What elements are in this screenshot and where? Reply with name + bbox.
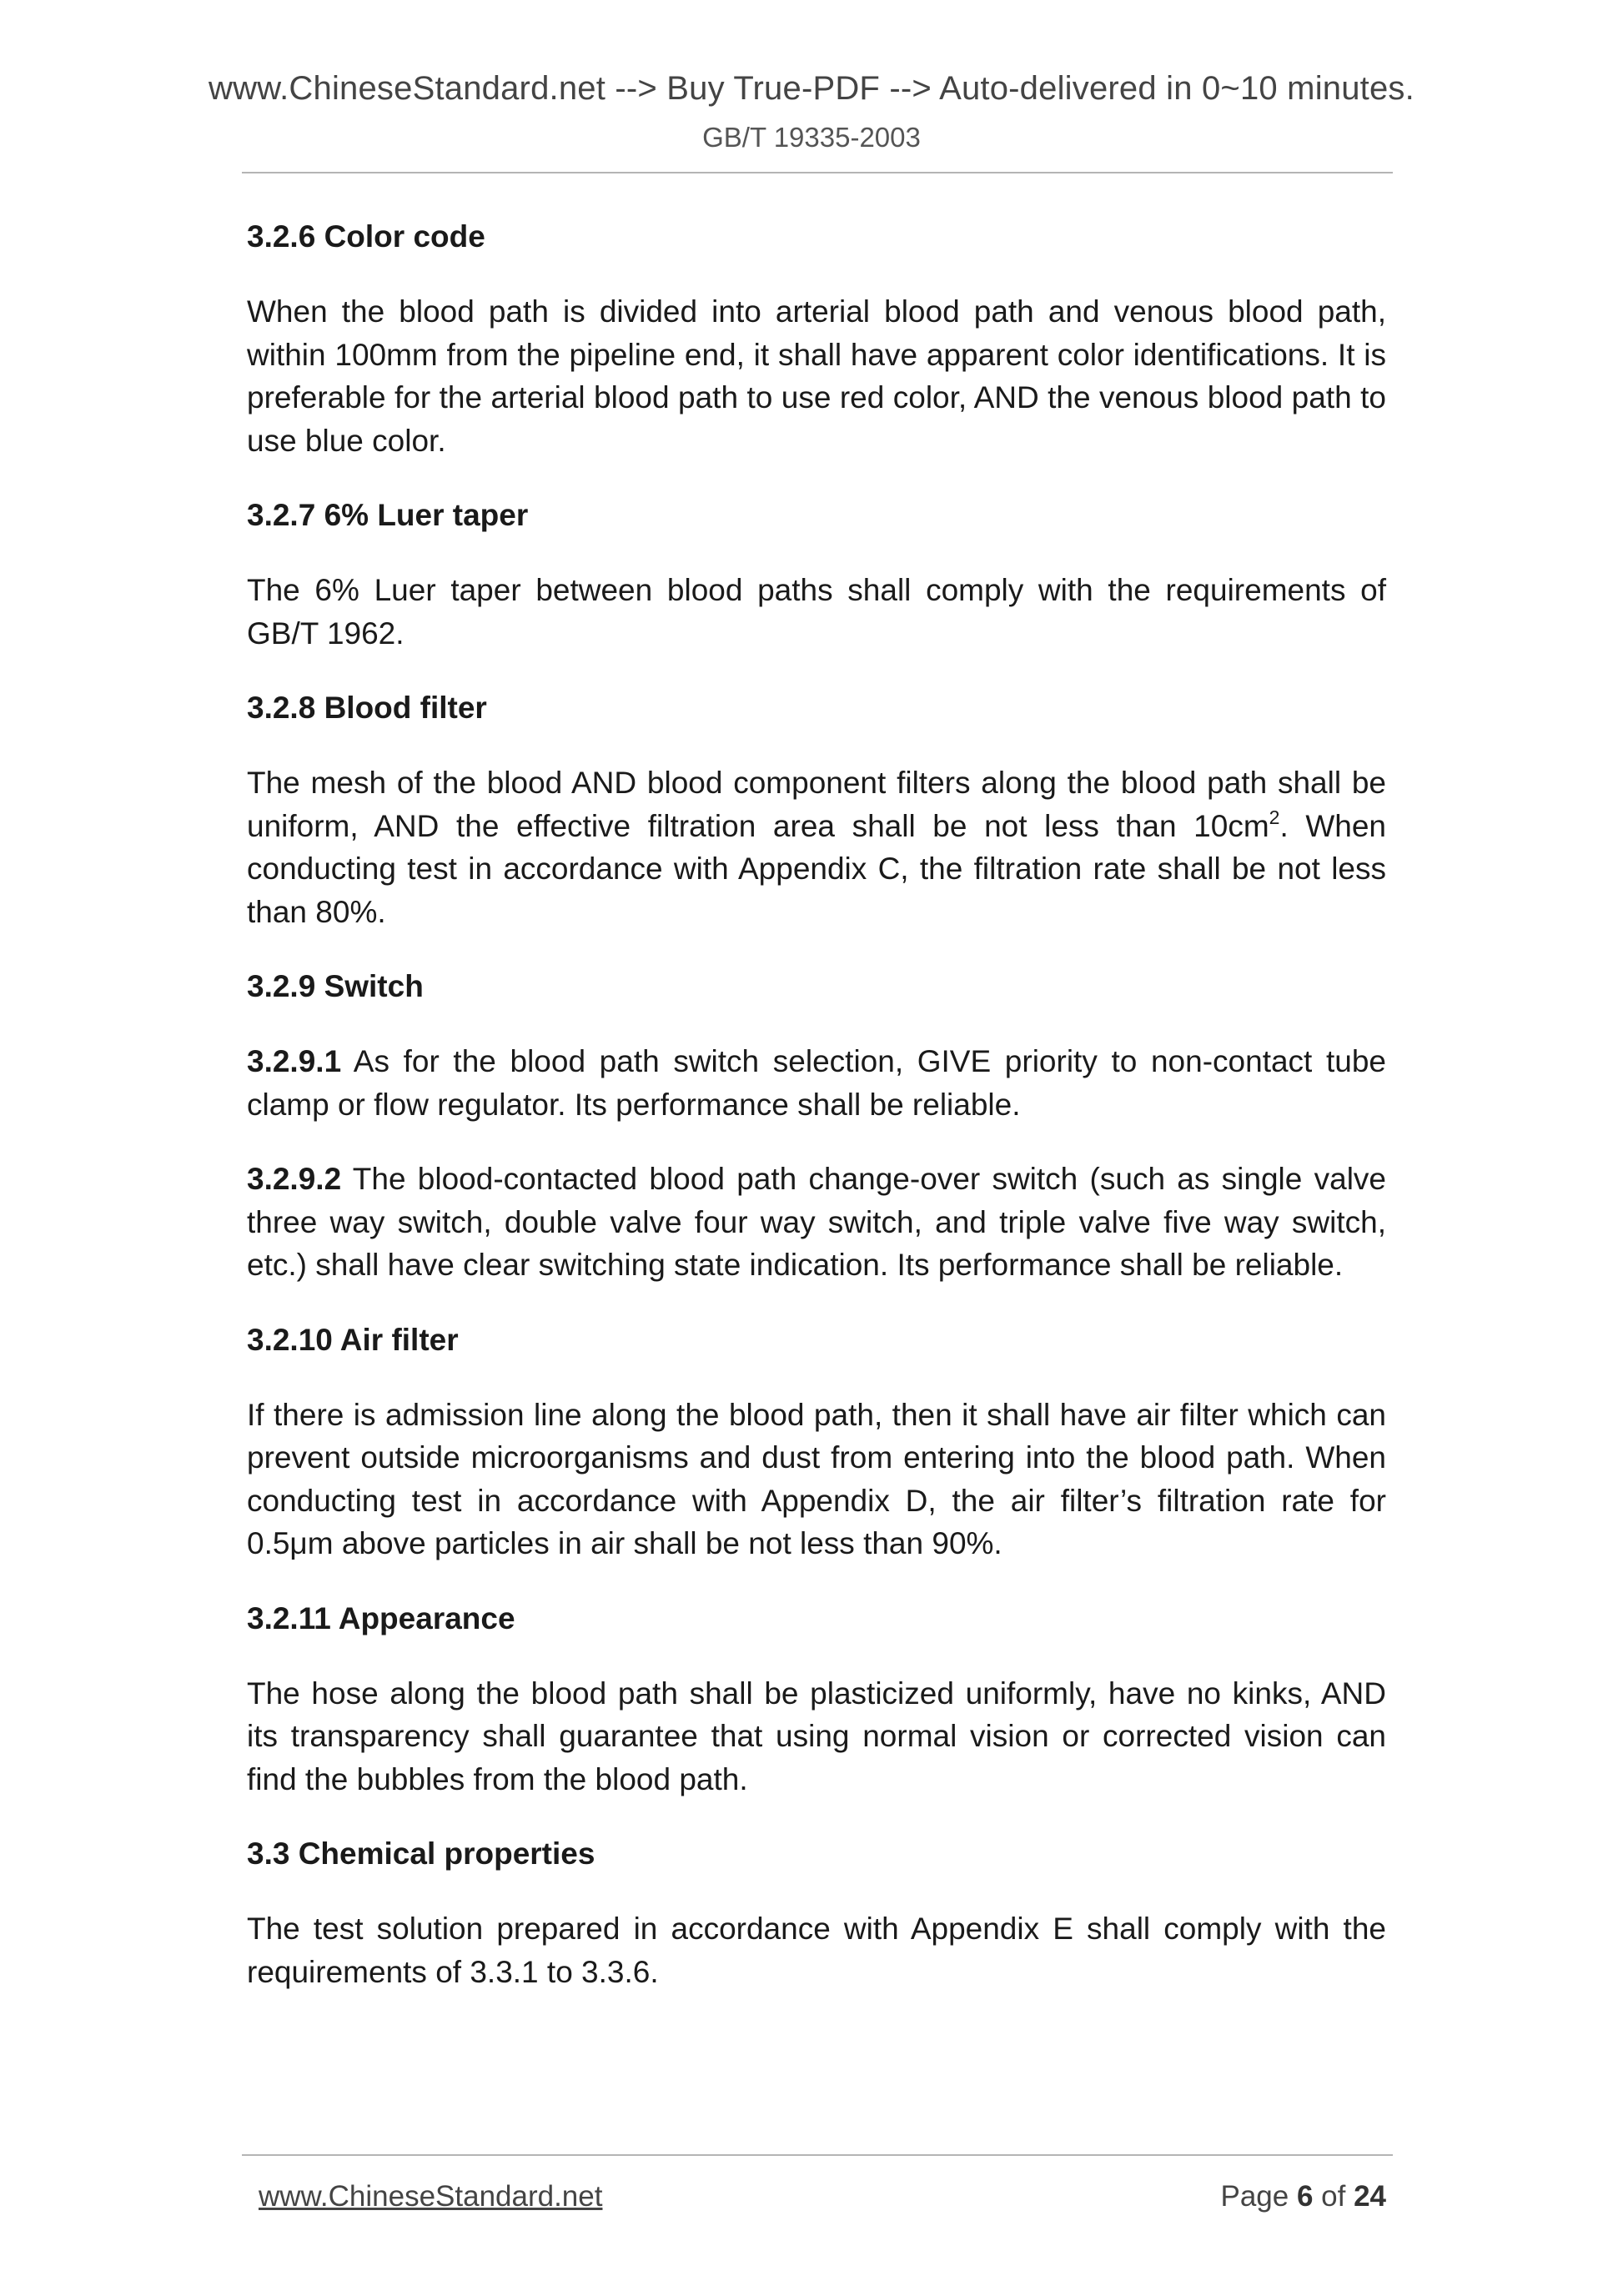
clause-number-3-2-9-1: 3.2.9.1 <box>247 1044 342 1078</box>
footer-divider <box>242 2154 1393 2156</box>
header-divider <box>242 172 1393 173</box>
clause-number-3-2-9-2: 3.2.9.2 <box>247 1162 342 1196</box>
paragraph-3-2-8-part-b: . When conducting test in accordance with Appendix C, the filtration rate shall be not less than 80%. <box>247 808 1387 929</box>
page-indicator <box>1220 2172 1386 2222</box>
heading-3-2-9: 3.2.9 Switch <box>247 969 424 1003</box>
current-page-number: 6 <box>1296 2180 1314 2213</box>
superscript-2: 2 <box>1269 806 1280 828</box>
heading-3-2-7: 3.2.7 6% Luer taper <box>247 498 529 532</box>
footer-website-link[interactable]: www.ChineseStandard.net <box>259 2180 603 2213</box>
heading-3-2-6: 3.2.6 Color code <box>247 219 485 254</box>
heading-3-2-8: 3.2.8 Blood filter <box>247 691 487 725</box>
header-promo-line: www.ChineseStandard.net --> Buy True-PDF --> Auto-delivered in 0~10 minutes. <box>209 70 1414 107</box>
paragraph-3-2-7: The 6% Luer taper between blood paths shall comply with the requirements of GB/T 1962. <box>247 573 1386 651</box>
document-body <box>247 215 1386 2025</box>
heading-3-2-10: 3.2.10 Air filter <box>247 1322 459 1357</box>
paragraph-3-2-8-part-a: The mesh of the blood AND blood component filters along the blood path shall be uniform, AND the effective filtration area shall be not less than 10cm <box>247 766 1386 843</box>
paragraph-3-2-9-1 <box>247 1040 1386 1126</box>
clause-text-3-2-9-2: The blood-contacted blood path change-over switch (such as single valve three way switch, double valve four way switch, and triple valve five way switch, etc.) shall have clear switching state indication. Its performance shall be reliable. <box>247 1162 1386 1282</box>
page-header <box>0 65 1623 158</box>
paragraph-3-3: The test solution prepared in accordance with Appendix E shall comply with the requirements of 3.3.1 to 3.3.6. <box>247 1912 1386 1989</box>
heading-3-2-11: 3.2.11 Appearance <box>247 1600 515 1635</box>
heading-3-3: 3.3 Chemical properties <box>247 1836 595 1871</box>
page-of-label: of <box>1313 2180 1354 2213</box>
paragraph-3-2-10: If there is admission line along the blood path, then it shall have air filter which can prevent outside microorganisms and dust from entering into the blood path. When conducting test in accordance with Appendix D, the air filter’s filtration rate for 0.5μm above particles in air shall be not less than 90%. <box>247 1397 1386 1560</box>
clause-text-3-2-9-1: As for the blood path switch selection, GIVE priority to non-contact tube clamp or flow regulator. Its performance shall be reliable. <box>247 1044 1386 1122</box>
paragraph-3-2-6: When the blood path is divided into arterial blood path and venous blood path, within 100mm from the pipeline end, it shall have apparent color identifications. It is preferable for the arterial blood path to use red color, AND the venous blood path to use blue color. <box>247 294 1386 458</box>
page-footer <box>259 2172 1386 2222</box>
paragraph-3-2-9-2 <box>247 1158 1386 1287</box>
total-pages-number: 24 <box>1354 2180 1386 2213</box>
paragraph-3-2-8 <box>247 761 1386 933</box>
standard-number: GB/T 19335-2003 <box>702 122 921 153</box>
page-prefix: Page <box>1220 2180 1297 2213</box>
paragraph-3-2-11: The hose along the blood path shall be plasticized uniformly, have no kinks, AND its transparency shall guarantee that using normal vision or corrected vision can find the bubbles from the blood path. <box>247 1676 1386 1796</box>
